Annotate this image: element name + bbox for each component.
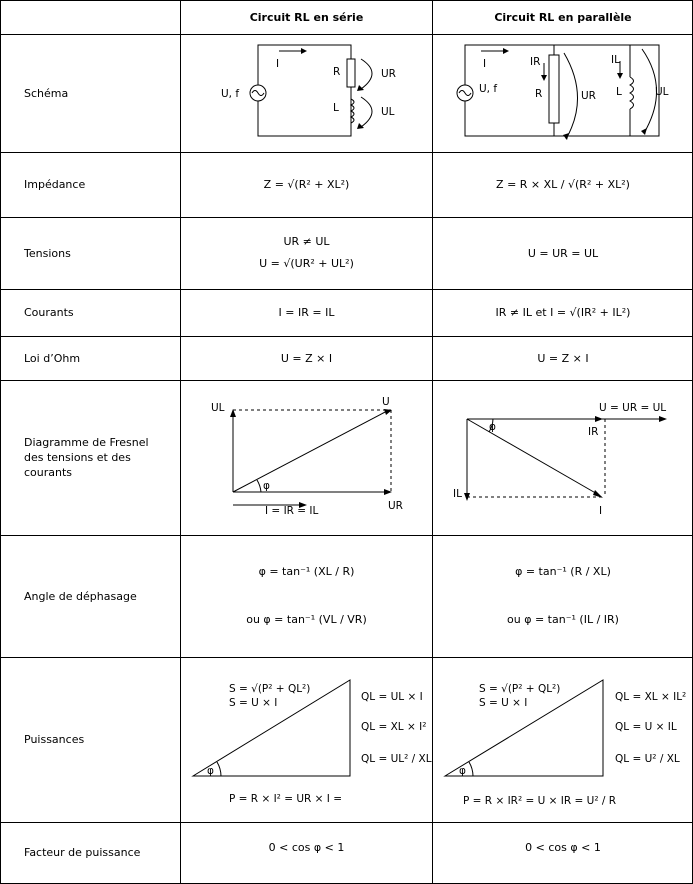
series-fresnel-ul: UL (211, 402, 225, 414)
parallel-power-phi: φ (459, 765, 466, 777)
parallel-ohm: U = Z × I (537, 351, 589, 365)
series-circuit-diagram (181, 35, 432, 152)
parallel-power-triangle (433, 658, 692, 822)
series-angle-line: φ = tan⁻¹ (XL / R) (258, 565, 355, 578)
parallel-power-q2: QL = U × IL (615, 721, 677, 733)
parallel-fresnel-i: I (599, 505, 603, 517)
series-facteur: 0 < cos φ < 1 (268, 840, 345, 854)
parallel-angle-line: ou φ = tan⁻¹ (IL / IR) (507, 613, 619, 626)
series-current-label: I (276, 58, 280, 70)
parallel-angle-line: φ = tan⁻¹ (R / XL) (515, 565, 611, 578)
series-tension-line: U = √(UR² + UL²) (259, 257, 354, 270)
row-label-puissances: Puissances (24, 733, 85, 746)
series-power-q3: QL = UL² / XL (361, 753, 432, 765)
series-tensions (181, 217, 432, 289)
parallel-facteur: 0 < cos φ < 1 (525, 840, 601, 854)
parallel-circuit-diagram (433, 35, 692, 152)
parallel-fresnel-u: U = UR = UL (599, 402, 667, 414)
parallel-power-s1: S = √(P² + QL²) (479, 683, 561, 695)
parallel-power-q3: QL = U² / XL (615, 753, 680, 765)
series-power-p: P = R × I² = UR × I = (229, 793, 343, 805)
parallel-angle (433, 535, 693, 657)
series-power-triangle (181, 658, 432, 822)
row-label-schema: Schéma (24, 86, 69, 100)
parallel-power-q1: QL = XL × IL² (615, 691, 687, 703)
parallel-ul-label: UL (655, 86, 669, 98)
series-fresnel-ur: UR (388, 500, 403, 512)
row-label-courants: Courants (24, 306, 74, 319)
series-power-q1: QL = UL × I (361, 691, 423, 703)
series-r-label: R (333, 66, 341, 78)
header-parallel: Circuit RL en parallèle (494, 10, 632, 24)
parallel-fresnel-diagram (433, 381, 692, 535)
fresnel-label-line: Diagramme de Fresnel (24, 436, 149, 449)
series-fresnel-diagram (181, 381, 432, 535)
series-power-s1: S = √(P² + QL²) (229, 683, 311, 695)
parallel-l-label: L (616, 86, 622, 98)
row-label-ohm: Loi d’Ohm (24, 351, 81, 365)
series-angle-line: ou φ = tan⁻¹ (VL / VR) (246, 613, 367, 626)
parallel-power-p: P = R × IR² = U × IR = U² / R (463, 795, 617, 807)
series-power-q2: QL = XL × I² (361, 721, 427, 733)
series-ur-label: UR (381, 68, 396, 80)
header-series: Circuit RL en série (249, 10, 364, 24)
parallel-ir-label: IR (530, 56, 541, 68)
parallel-il-label: IL (611, 54, 620, 66)
series-angle (181, 535, 432, 657)
row-label-impedance: Impédance (24, 178, 86, 191)
series-source-label: U, f (221, 88, 240, 100)
parallel-power-s2: S = U × I (479, 697, 528, 709)
parallel-tension: U = UR = UL (527, 246, 599, 260)
parallel-r-label: R (535, 88, 543, 100)
series-courants: I = IR = IL (278, 306, 335, 319)
parallel-courants: IR ≠ IL et I = √(IR² + IL²) (495, 306, 631, 319)
fresnel-label-line: des tensions et des (24, 451, 131, 464)
parallel-fresnel-ir: IR (588, 426, 599, 438)
series-fresnel-phi: φ (263, 480, 270, 492)
parallel-ur-label: UR (581, 90, 596, 102)
row-label-angle: Angle de déphasage (24, 589, 137, 603)
series-ohm: U = Z × I (280, 351, 333, 365)
row-label-facteur: Facteur de puissance (24, 846, 141, 859)
series-fresnel-i: I = IR = IL (265, 505, 319, 517)
series-l-label: L (333, 102, 339, 114)
row-label-fresnel (0, 380, 180, 535)
series-impedance-formula: Z = √(R² + XL²) (263, 178, 350, 191)
parallel-fresnel-phi: φ (489, 421, 496, 433)
fresnel-label-line: courants (24, 466, 73, 479)
parallel-source-label: U, f (479, 83, 498, 95)
parallel-fresnel-il: IL (453, 488, 462, 500)
row-label-tensions: Tensions (24, 246, 71, 260)
series-ul-label: UL (381, 106, 395, 118)
series-power-s2: S = U × I (229, 697, 278, 709)
series-power-phi: φ (207, 765, 214, 777)
parallel-current-label: I (483, 58, 487, 70)
series-tension-line: UR ≠ UL (283, 235, 330, 248)
series-fresnel-u: U (382, 396, 390, 408)
parallel-impedance-formula: Z = R × XL / √(R² + XL²) (496, 178, 630, 191)
